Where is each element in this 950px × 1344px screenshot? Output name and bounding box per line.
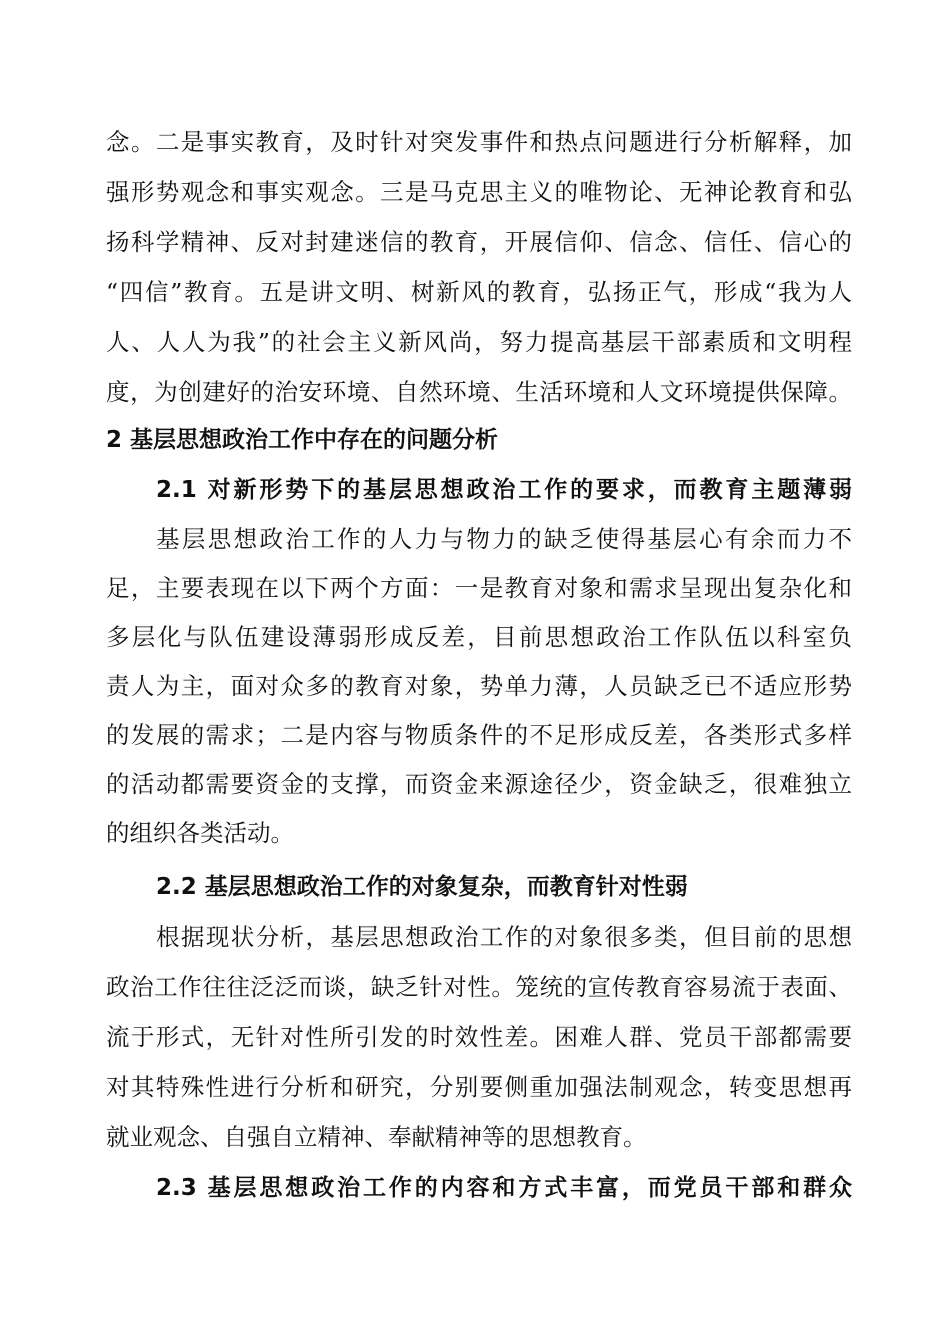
paragraph-line: 足，主要表现在以下两个方面：一是教育对象和需求呈现出复杂化和 bbox=[106, 574, 852, 602]
paragraph-line: 对其特殊性进行分析和研究，分别要侧重加强法制观念，转变思想再 bbox=[106, 1073, 852, 1101]
section-heading: 2 基层思想政治工作中存在的问题分析 bbox=[106, 427, 499, 453]
paragraph-line: 人、人人为我”的社会主义新风尚，努力提高基层干部素质和文明程 bbox=[106, 328, 852, 356]
subsection-heading: 2.1 对新形势下的基层思想政治工作的要求，而教育主题薄弱 bbox=[156, 477, 852, 503]
paragraph-line: 政治工作往往泛泛而谈，缺乏针对性。笼统的宣传教育容易流于表面、 bbox=[106, 973, 852, 1001]
paragraph-line: “四信”教育。五是讲文明、树新风的教育，弘扬正气，形成“我为人 bbox=[106, 278, 852, 306]
paragraph-line: 强形势观念和事实观念。三是马克思主义的唯物论、无神论教育和弘 bbox=[106, 178, 852, 206]
paragraph-line: 度，为创建好的治安环境、自然环境、生活环境和人文环境提供保障。 bbox=[106, 378, 852, 406]
paragraph-line: 的组织各类活动。 bbox=[106, 819, 294, 847]
subsection-heading: 2.3 基层思想政治工作的内容和方式丰富，而党员干部和群众 bbox=[156, 1175, 852, 1201]
paragraph-line: 流于形式，无针对性所引发的时效性差。困难人群、党员干部都需要 bbox=[106, 1023, 852, 1051]
paragraph-line: 念。二是事实教育，及时针对突发事件和热点问题进行分析解释，加 bbox=[106, 128, 852, 156]
paragraph-line: 的活动都需要资金的支撑，而资金来源途径少，资金缺乏，很难独立 bbox=[106, 770, 852, 798]
paragraph-line: 扬科学精神、反对封建迷信的教育，开展信仰、信念、信任、信心的 bbox=[106, 228, 852, 256]
paragraph-line: 基层思想政治工作的人力与物力的缺乏使得基层心有余而力不 bbox=[156, 525, 852, 553]
paragraph-line: 根据现状分析，基层思想政治工作的对象很多类，但目前的思想 bbox=[156, 923, 852, 951]
paragraph-line: 多层化与队伍建设薄弱形成反差，目前思想政治工作队伍以科室负 bbox=[106, 623, 852, 651]
subsection-heading: 2.2 基层思想政治工作的对象复杂，而教育针对性弱 bbox=[156, 874, 688, 900]
paragraph-line: 责人为主，面对众多的教育对象，势单力薄，人员缺乏已不适应形势 bbox=[106, 672, 852, 700]
paragraph-line: 的发展的需求；二是内容与物质条件的不足形成反差，各类形式多样 bbox=[106, 721, 852, 749]
paragraph-line: 就业观念、自强自立精神、奉献精神等的思想教育。 bbox=[106, 1123, 647, 1151]
